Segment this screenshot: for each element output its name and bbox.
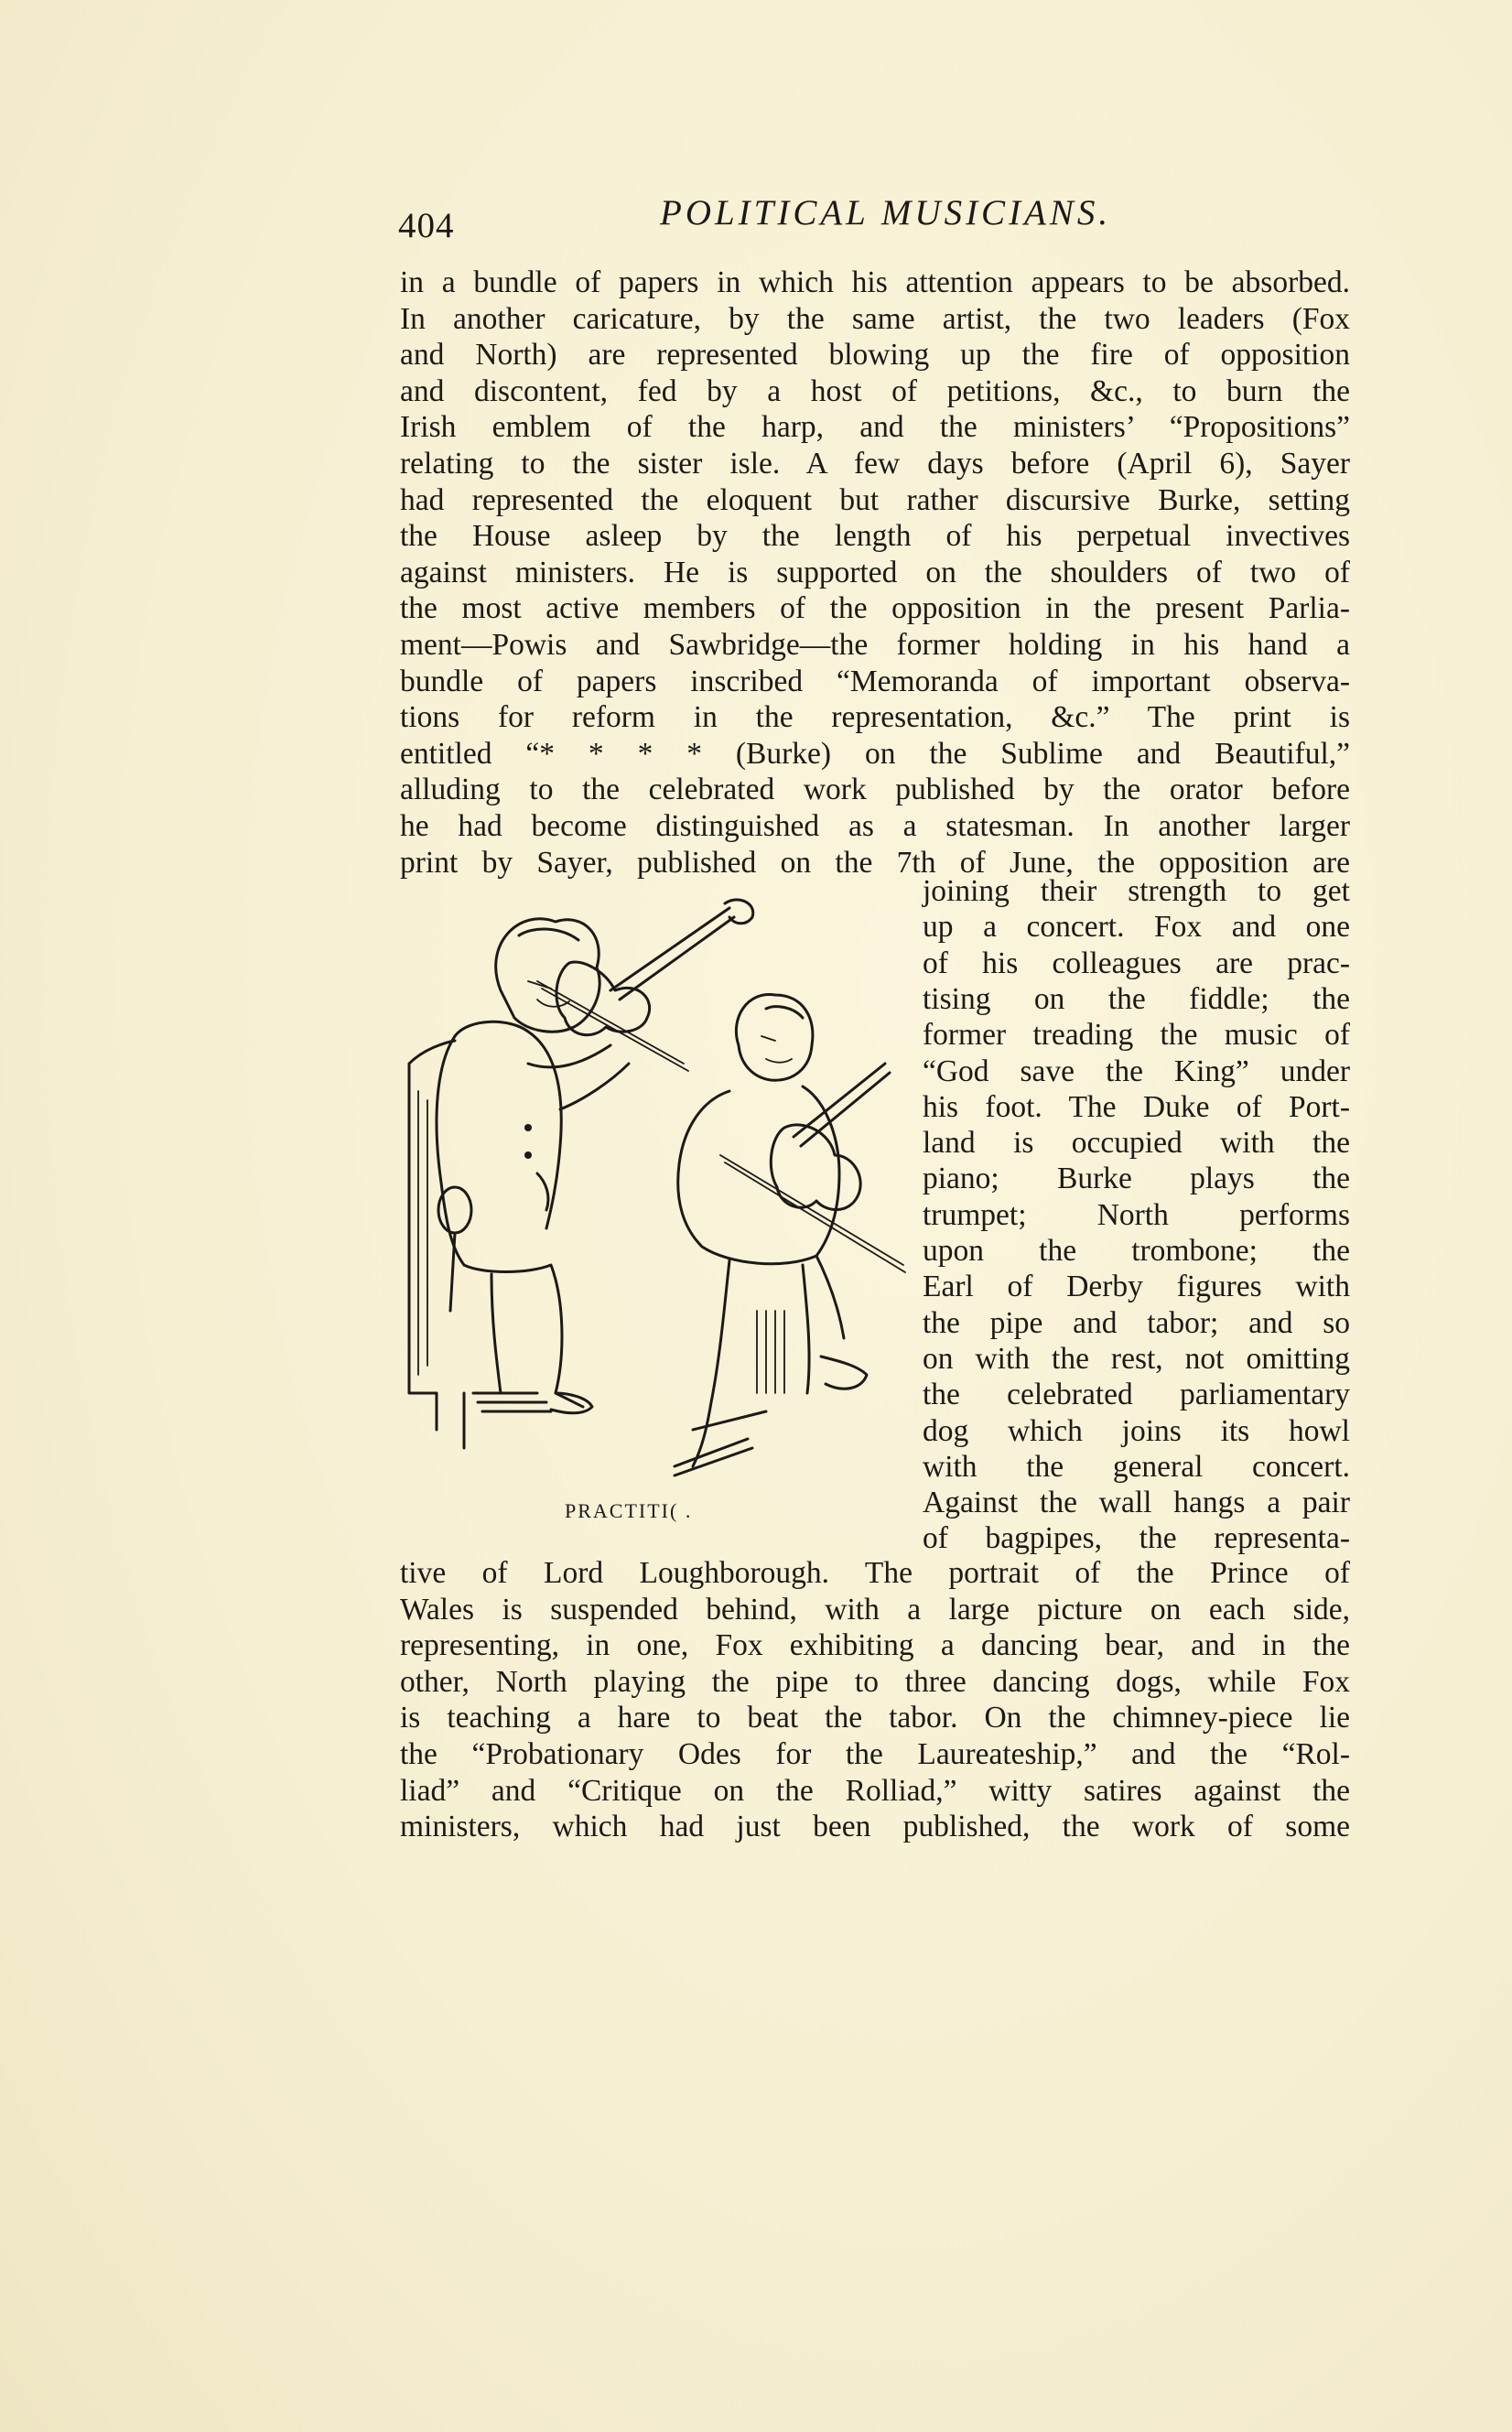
- text-line: against ministers. He is supported on the shoulders of two of: [400, 555, 1350, 589]
- text-line: Against the wall hangs a pair: [923, 1486, 1350, 1520]
- text-line: had represented the eloquent but rather discursive Burke, setting: [400, 482, 1350, 517]
- text-line: and North) are represented blowing up the fire of opposition: [400, 338, 1350, 373]
- text-line: Earl of Derby figures with: [923, 1270, 1350, 1304]
- text-line: bundle of papers inscribed “Memoranda of important observa-: [400, 664, 1350, 698]
- text-line: upon the trombone; the: [923, 1234, 1350, 1268]
- text-line: Wales is suspended behind, with a large picture on each side,: [400, 1592, 1350, 1627]
- left-fiddler-figure: [409, 919, 629, 1448]
- figure-caption: PRACTITI( .: [565, 1499, 693, 1522]
- text-line: with the general concert.: [923, 1449, 1350, 1484]
- text-line: tions for reform in the representation, &c.” The print is: [400, 700, 1350, 735]
- text-line: former treading the music of: [923, 1018, 1350, 1053]
- text-line: the “Probationary Odes for the Laureateship,” and the “Rol-: [400, 1737, 1350, 1771]
- text-line: alluding to the celebrated work published by the orator before: [400, 773, 1350, 807]
- illustration-two-fiddlers: [400, 881, 908, 1485]
- text-line: ment—Powis and Sawbridge—the former holding in his hand a: [400, 628, 1350, 662]
- page-header: [398, 192, 1355, 247]
- left-violin: [537, 900, 753, 1071]
- text-line: representing, in one, Fox exhibiting a dancing bear, and in the: [400, 1628, 1350, 1663]
- text-line: the House asleep by the length of his perpetual invectives: [400, 519, 1350, 554]
- text-line: trumpet; North performs: [923, 1197, 1350, 1232]
- text-line: of bagpipes, the representa-: [923, 1521, 1350, 1556]
- text-line: he had become distinguished as a statesman. In another larger: [400, 809, 1350, 843]
- text-line: piano; Burke plays the: [923, 1162, 1350, 1196]
- text-line: is teaching a hare to beat the tabor. On the chimney-piece lie: [400, 1701, 1350, 1735]
- text-line: dog which joins its howl: [923, 1413, 1350, 1448]
- running-head: POLITICAL MUSICIANS.: [660, 193, 1112, 232]
- text-line: ministers, which had just been published, the work of some: [400, 1810, 1350, 1844]
- text-line: the celebrated parliamentary: [923, 1378, 1350, 1412]
- text-line: tive of Lord Loughborough. The portrait of the Prince of: [400, 1556, 1350, 1590]
- text-line: on with the rest, not omitting: [923, 1341, 1350, 1376]
- text-line: Irish emblem of the harp, and the ministers’ “Propositions”: [400, 410, 1350, 445]
- text-line: print by Sayer, published on the 7th of June, the opposition are: [400, 845, 1350, 880]
- text-line: up a concert. Fox and one: [923, 910, 1350, 945]
- text-line: in a bundle of papers in which his attention appears to be absorbed.: [400, 265, 1350, 299]
- text-line: land is occupied with the: [923, 1126, 1350, 1161]
- right-fiddler-figure: [675, 994, 867, 1475]
- text-line: tising on the fiddle; the: [923, 981, 1350, 1016]
- text-line: of his colleagues are prac-: [923, 946, 1350, 980]
- text-line: In another caricature, by the same artist, the two leaders (Fox: [400, 301, 1350, 336]
- text-line: the pipe and tabor; and so: [923, 1305, 1350, 1340]
- text-line: relating to the sister isle. A few days before (April 6), Sayer: [400, 447, 1350, 481]
- text-line: the most active members of the opposition in the present Parlia-: [400, 591, 1350, 626]
- text-line: his foot. The Duke of Port-: [923, 1089, 1350, 1124]
- text-line: entitled “* * * * (Burke) on the Sublime and Beautiful,”: [400, 736, 1350, 771]
- text-line: liad” and “Critique on the Rolliad,” witty satires against the: [400, 1773, 1350, 1808]
- text-line: “God save the King” under: [923, 1054, 1350, 1088]
- text-line: other, North playing the pipe to three dancing dogs, while Fox: [400, 1664, 1350, 1699]
- text-line: and discontent, fed by a host of petitions, &c., to burn the: [400, 373, 1350, 408]
- text-line: joining their strength to get: [923, 874, 1350, 908]
- page-number: 404: [398, 206, 455, 245]
